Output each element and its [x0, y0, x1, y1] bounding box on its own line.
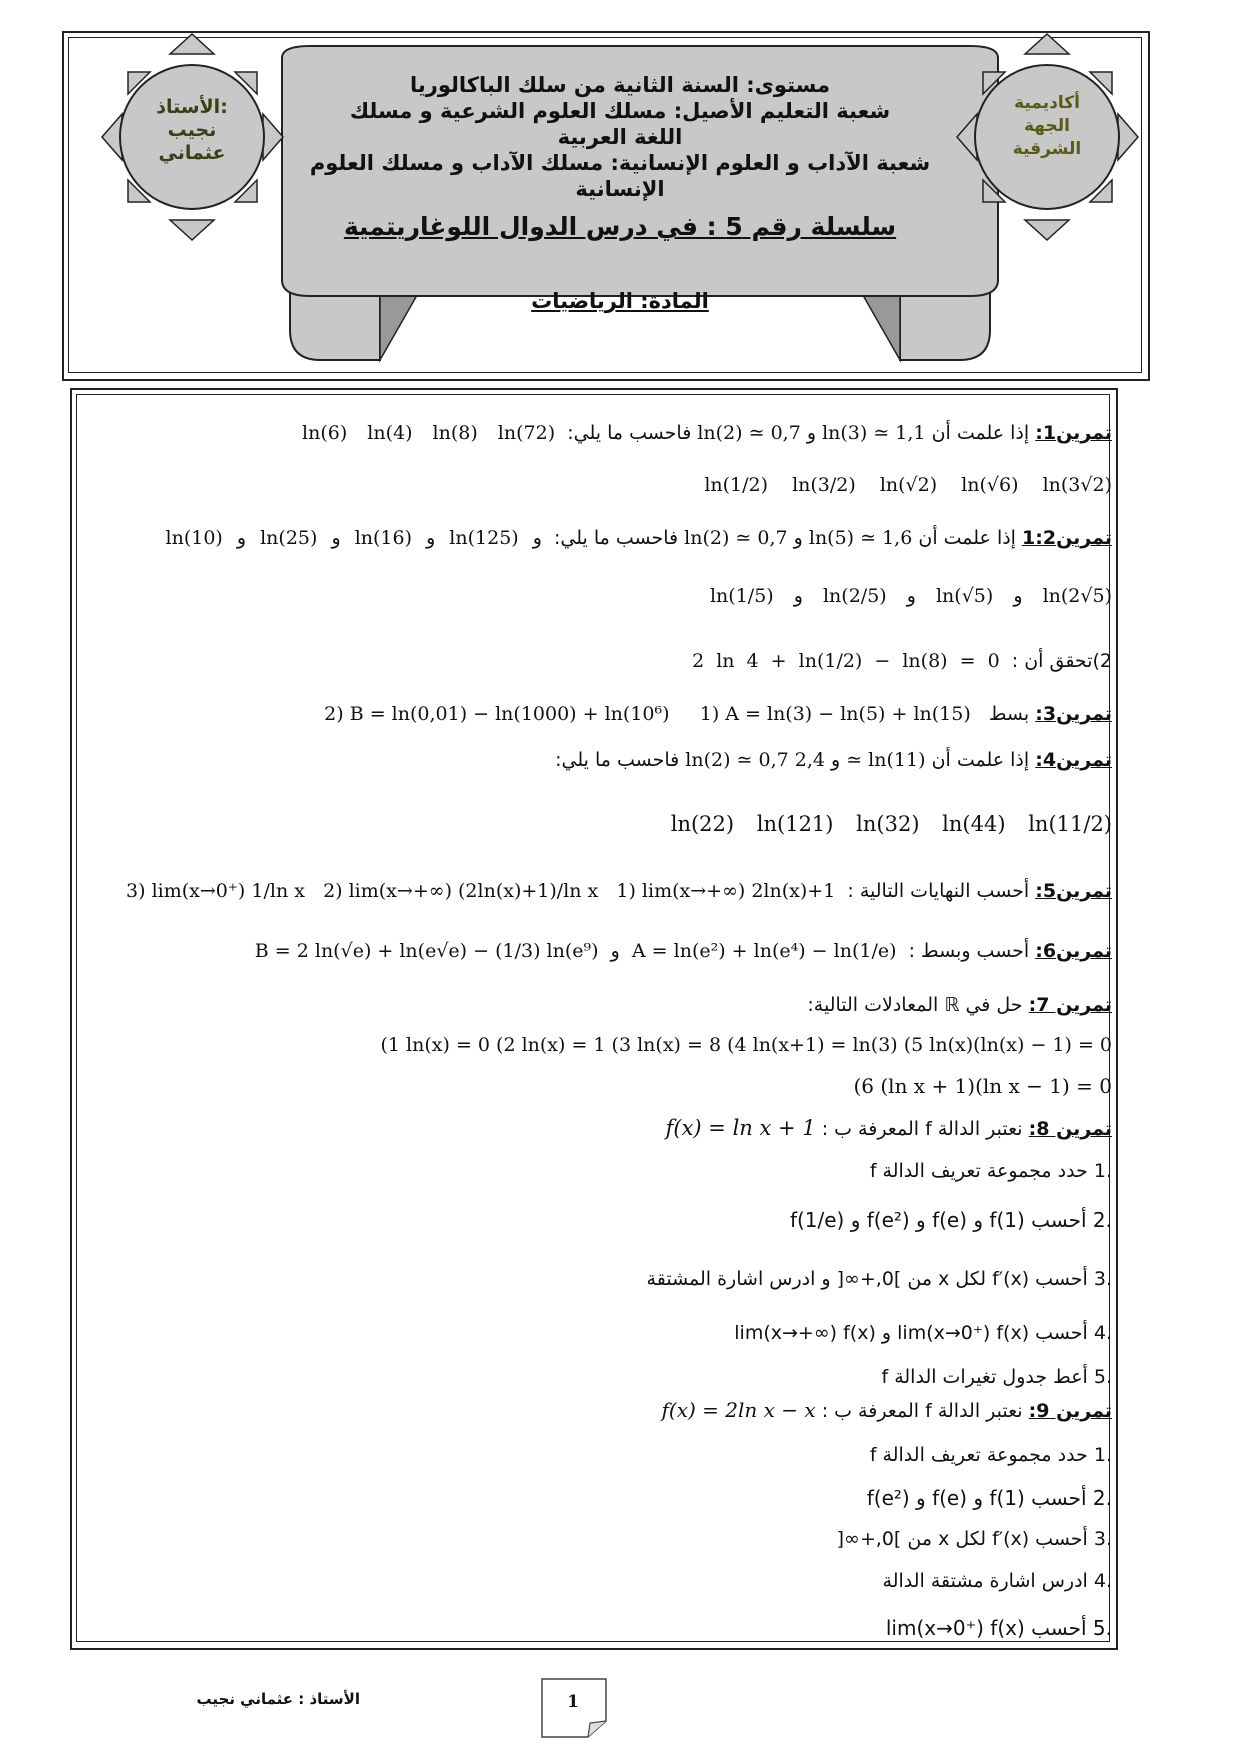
ex8-q2: .2 أحسب f(1) و f(e) و f(e²) و f(1/e) — [789, 1208, 1112, 1232]
ex6-a: A = ln(e²) + ln(e⁴) − ln(1/e) — [631, 940, 897, 962]
ex6-and: و — [610, 940, 620, 962]
ex7-eq6: (6 (ln x + 1)(ln x − 1) = 0 — [853, 1074, 1112, 1098]
header-level: مستوى: السنة الثانية من سلك الباكالوريا — [409, 73, 831, 97]
teacher-badge-text — [142, 96, 242, 165]
ex2-items-1: ln(10) و ln(25) و ln(16) و ln(125) و — [165, 527, 542, 549]
ex8-def: f(x) = ln x + 1 — [665, 1116, 816, 1140]
ex6-title: تمرين6: — [1035, 940, 1112, 962]
ex1-line1 — [302, 422, 1112, 444]
ex5-text: أحسب النهايات التالية : — [847, 880, 1030, 902]
ex6-b: B = 2 ln(√e) + ln(e√e) − (1/3) ln(e⁹) — [254, 940, 599, 962]
teacher-badge-line-2: نجيب — [167, 119, 217, 141]
header-branch2: شعبة الآداب و العلوم الإنسانية: مسلك الآداب و مسلك العلوم — [309, 151, 931, 175]
ex3-q1: 1) A = ln(3) − ln(5) + ln(15) — [699, 703, 971, 725]
teacher-badge-line-3: عثماني — [158, 142, 226, 164]
ex5-q3: 3) lim(x→0⁺) 1/ln x — [126, 880, 305, 902]
ex2-compute: فاحسب ما يلي: — [554, 527, 679, 549]
ex2-q2 — [692, 650, 1112, 672]
ex2-title: تمرين1:2 — [1022, 527, 1112, 549]
ex8-line1 — [666, 1116, 1112, 1140]
ex8-q1: .1 حدد مجموعة تعريف الدالة f — [869, 1160, 1112, 1182]
ex9-line1 — [661, 1398, 1112, 1422]
series-title: سلسلة رقم 5 : في درس الدوال اللوغاريتمية — [343, 212, 897, 241]
ex7-title: تمرين 7: — [1028, 994, 1112, 1016]
ex4-items: ln(22) ln(121) ln(32) ln(44) ln(11/2) — [670, 812, 1112, 836]
ex9-q5: .5 أحسب lim(x→0⁺) f(x) — [885, 1616, 1112, 1640]
ex9-q2: .2 أحسب f(1) و f(e) و f(e²) — [866, 1486, 1112, 1510]
ex6-text: أحسب وبسط : — [908, 940, 1030, 962]
page-number: 1 — [567, 1692, 579, 1712]
ex3-text: بسط — [988, 703, 1030, 725]
ex1-intro: إذا علمت أن — [931, 422, 1030, 444]
ex4-intro: إذا علمت أن — [931, 749, 1030, 771]
ex1-title: تمرين1: — [1035, 422, 1112, 444]
ex9-title: تمرين 9: — [1028, 1400, 1112, 1422]
ex9-def: f(x) = 2ln x − x — [661, 1398, 816, 1422]
academy-badge-line-3: الشرقية — [1012, 139, 1082, 159]
ex4-title: تمرين4: — [1035, 749, 1112, 771]
ex6-line — [255, 940, 1112, 962]
ex1-items-2: ln(1/2) ln(3/2) ln(√2) ln(√6) ln(3√2) — [704, 474, 1112, 496]
ex3-title: تمرين3: — [1035, 703, 1112, 725]
ex9-q4: .4 ادرس اشارة مشتقة الدالة — [882, 1570, 1112, 1592]
ex3-line — [324, 703, 1112, 725]
academy-badge-line-1: أكاديمية — [1014, 93, 1080, 113]
ex8-q5: .5 أعط جدول تغيرات الدالة f — [881, 1366, 1112, 1388]
ex2-items-2: ln(1/5) و ln(2/5) و ln(√5) و ln(2√5) — [709, 585, 1112, 607]
academy-badge-text — [997, 92, 1097, 161]
ex7-eqs: (1 ln(x) = 0 (2 ln(x) = 1 (3 ln(x) = 8 (4 ln(x+1) = ln(3) (5 ln(x)(ln(x) − 1) = 0 — [380, 1034, 1112, 1056]
ex9-q3: .3 أحسب f′(x) لكل x من ]0,+∞[ — [836, 1528, 1112, 1550]
ex2-q2-label: 2)تحقق أن : — [1011, 650, 1112, 672]
subject-title: المادة: الرياضيات — [531, 289, 709, 313]
footer-teacher: الأستاذ : عثماني نجيب — [196, 1690, 360, 1708]
ex1-compute: فاحسب ما يلي: — [567, 422, 692, 444]
ex7-line1 — [807, 994, 1112, 1016]
ex8-text: نعتبر الدالة f المعرفة ب : — [821, 1118, 1023, 1140]
ex7-text: حل في ℝ المعادلات التالية: — [807, 994, 1023, 1016]
header-branch2b: الإنسانية — [575, 177, 665, 201]
teacher-badge-line-1: الأستاذ: — [156, 96, 228, 118]
academy-badge-line-2: الجهة — [1024, 116, 1070, 136]
ex2-given: ln(2) ≃ 0,7 و ln(5) ≃ 1,6 — [684, 527, 913, 549]
ex4-compute: فاحسب ما يلي: — [555, 749, 680, 771]
ex9-text: نعتبر الدالة f المعرفة ب : — [821, 1400, 1023, 1422]
ex8-title: تمرين 8: — [1028, 1118, 1112, 1140]
ex5-title: تمرين5: — [1035, 880, 1112, 902]
ex1-given: ln(2) ≃ 0,7 و ln(3) ≃ 1,1 — [697, 422, 926, 444]
header-branch1b: اللغة العربية — [557, 125, 683, 149]
ex2-q2-math: 2 ln 4 + ln(1/2) − ln(8) = 0 — [692, 650, 1000, 672]
ex5-q2: 2) lim(x→+∞) (2ln(x)+1)/ln x — [323, 880, 599, 902]
ex3-q2: 2) B = ln(0,01) − ln(1000) + ln(10⁶) — [324, 703, 670, 725]
ex4-given: ln(2) ≃ 0,7 و 2,4 ≃ ln(11) — [685, 749, 926, 771]
ex9-q1: .1 حدد مجموعة تعريف الدالة f — [869, 1444, 1112, 1466]
ex2-intro: إذا علمت أن — [918, 527, 1016, 549]
ex5-line — [126, 880, 1112, 902]
ex8-q3: .3 أحسب f′(x) لكل x من ]0,+∞[ و ادرس اشارة المشتقة — [646, 1268, 1112, 1290]
ex4-line1 — [555, 749, 1112, 771]
ex5-q1: 1) lim(x→+∞) 2ln(x)+1 — [616, 880, 836, 902]
header-branch1: شعبة التعليم الأصيل: مسلك العلوم الشرعية و مسلك — [349, 99, 891, 123]
ex2-line1 — [166, 527, 1112, 549]
ex8-q4: .4 أحسب lim(x→0⁺) f(x) و lim(x→+∞) f(x) — [734, 1322, 1112, 1344]
ex1-items-1: ln(6) ln(4) ln(8) ln(72) — [302, 422, 556, 444]
